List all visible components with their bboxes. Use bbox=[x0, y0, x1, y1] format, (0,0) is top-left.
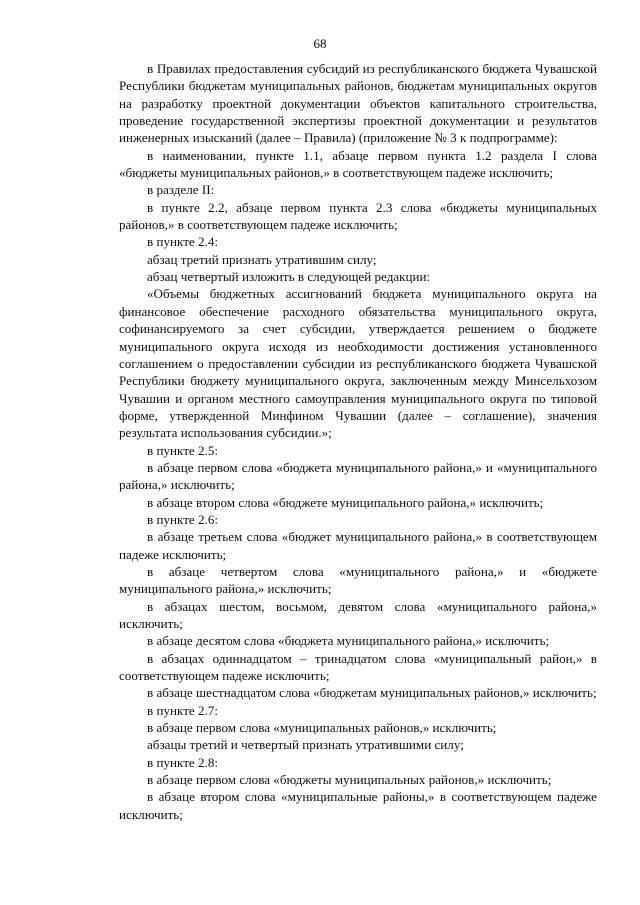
paragraph: в наименовании, пункте 1.1, абзаце первом пункта 1.2 раздела I слова «бюджеты муниципальных районов,» в соответствующем падеже исключить; bbox=[119, 147, 597, 181]
paragraph: в разделе II: bbox=[147, 182, 215, 198]
paragraph: в абзаце шестнадцатом слова «бюджетам муниципальных районов,» исключить; bbox=[147, 685, 597, 701]
paragraph: абзац четвертый изложить в следующей редакции: bbox=[147, 269, 431, 285]
paragraph: в пункте 2.8: bbox=[147, 754, 219, 770]
paragraph: в Правилах предоставления субсидий из республиканского бюджета Чувашской Республики бюджетам муниципальных районов, бюджетам муниципальных округов на разработку проектной документации объектов капитального строительства, проведение государственной экспертизы проектной документации и результатов инженерных изысканий (далее – Правила) (приложение № 3 к подпрограмме): bbox=[119, 61, 597, 146]
paragraph: в пункте 2.2, абзаце первом пункта 2.3 слова «бюджеты муниципальных районов,» в соответствующем падеже исключить; bbox=[119, 199, 597, 233]
paragraph: в абзаце втором слова «бюджете муниципального района,» исключить; bbox=[147, 494, 544, 510]
paragraph: абзацы третий и четвертый признать утратившими силу; bbox=[147, 737, 464, 753]
paragraph: в абзаце первом слова «бюджеты муниципальных районов,» исключить; bbox=[147, 772, 552, 788]
paragraph: в абзаце четвертом слова «муниципального района,» и «бюджете муниципального района,» исключить; bbox=[119, 563, 597, 597]
paragraph: в пункте 2.5: bbox=[147, 442, 219, 458]
page-number: 68 bbox=[313, 36, 327, 51]
paragraph: в абзаце первом слова «муниципальных районов,» исключить; bbox=[147, 720, 497, 736]
paragraph: в абзацах одиннадцатом – тринадцатом слова «муниципальный район,» в соответствующем падеже исключить; bbox=[119, 650, 597, 684]
paragraph: в абзаце десятом слова «бюджета муниципального района,» исключить; bbox=[147, 633, 550, 649]
paragraph: в пункте 2.7: bbox=[147, 702, 219, 718]
document-body bbox=[119, 60, 597, 823]
paragraph: в пункте 2.4: bbox=[147, 234, 219, 250]
paragraph: в абзаце третьем слова «бюджет муниципального района,» в соответствующем падеже исключить; bbox=[119, 529, 597, 562]
paragraph: в абзацах шестом, восьмом, девятом слова «муниципального района,» исключить; bbox=[119, 598, 597, 631]
paragraph: в абзаце первом слова «бюджета муниципального района,» и «муниципального района,» исключить; bbox=[119, 459, 597, 493]
paragraph: в абзаце втором слова «муниципальные районы,» в соответствующем падеже исключить; bbox=[119, 789, 597, 822]
paragraph: абзац третий признать утратившим силу; bbox=[147, 251, 377, 267]
paragraph: в пункте 2.6: bbox=[147, 511, 219, 527]
paragraph: «Объемы бюджетных ассигнований бюджета муниципального округа на финансовое обеспечение расходного обязательства муниципального округа, софинансируемого за счет субсидии, утверждается решением о бюджете муниципального округа исходя из необходимости достижения установленного соглашением о предоставлении субсидии из республиканского бюджета Чувашской Республики бюджету муниципального округа, заключенным между Минсельхозом Чувашии и органом местного самоуправления муниципального округа по типовой форме, утвержденной Минфином Чувашии (далее – соглашение), значения результата использования субсидии.»; bbox=[119, 286, 597, 441]
